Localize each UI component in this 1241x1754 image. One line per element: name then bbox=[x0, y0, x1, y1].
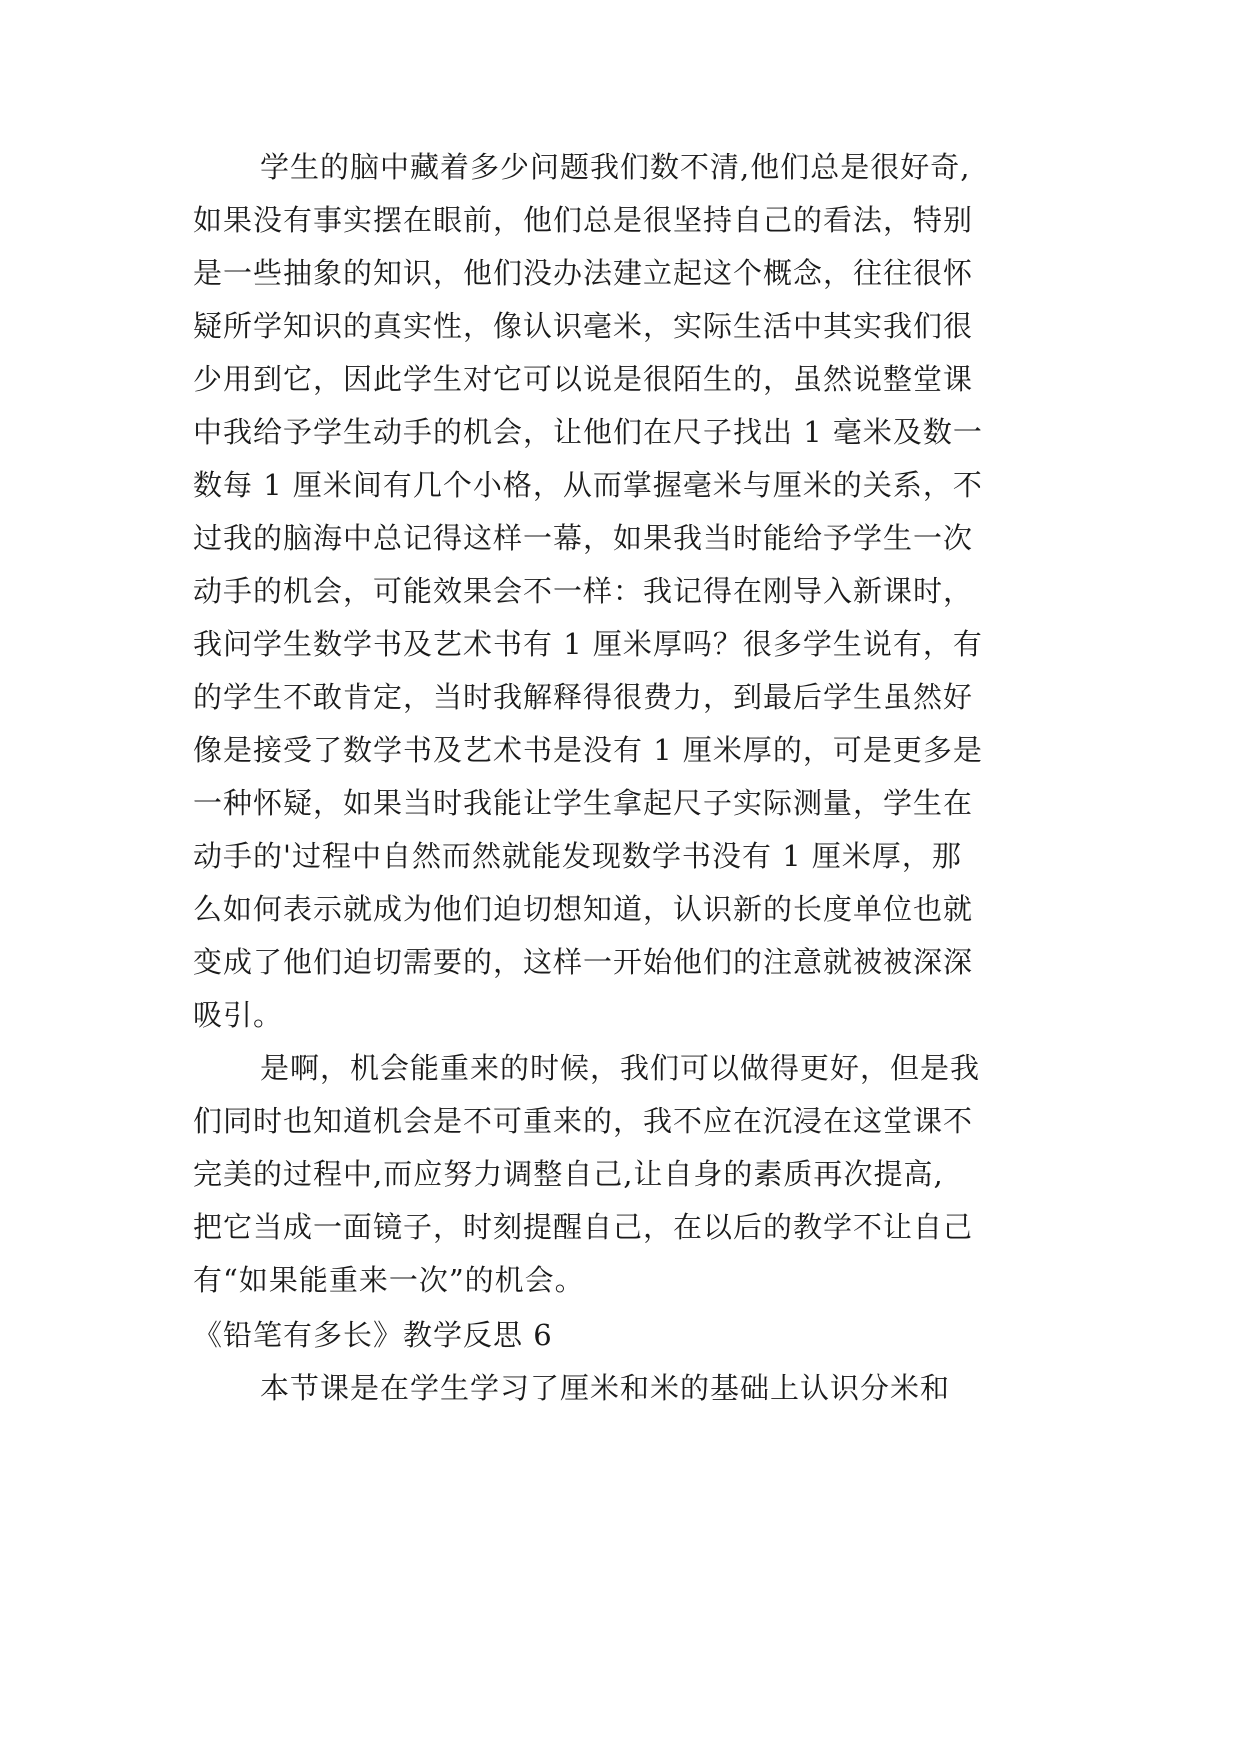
paragraph-1-line: 动手的'过程中自然而然就能发现数学书没有 1 厘米厚，那 bbox=[193, 839, 962, 873]
paragraph-2-line: 完美的过程中,而应努力调整自己,让自身的素质再次提高, bbox=[193, 1157, 944, 1191]
paragraph-1-line: 如果没有事实摆在眼前，他们总是很坚持自己的看法，特别 bbox=[193, 203, 974, 237]
paragraph-3-line: 本节课是在学生学习了厘米和米的基础上认识分米和 bbox=[260, 1371, 951, 1405]
paragraph-2-line: 把它当成一面镜子，时刻提醒自己，在以后的教学不让自己 bbox=[193, 1210, 974, 1244]
paragraph-1-line: 像是接受了数学书及艺术书是没有 1 厘米厚的，可是更多是 bbox=[193, 733, 983, 767]
paragraph-1-line: 是一些抽象的知识，他们没办法建立起这个概念，往往很怀 bbox=[193, 256, 974, 290]
paragraph-1-line: 的学生不敢肯定，当时我解释得很费力，到最后学生虽然好 bbox=[193, 680, 974, 714]
paragraph-1-line: 中我给予学生动手的机会，让他们在尺子找出 1 毫米及数一 bbox=[193, 415, 983, 449]
paragraph-1-line: 我问学生数学书及艺术书有 1 厘米厚吗？很多学生说有，有 bbox=[193, 627, 983, 661]
paragraph-2-line: 们同时也知道机会是不可重来的，我不应在沉浸在这堂课不 bbox=[193, 1104, 974, 1138]
paragraph-2-line: 是啊，机会能重来的时候，我们可以做得更好，但是我 bbox=[260, 1051, 981, 1085]
paragraph-1-line: 少用到它，因此学生对它可以说是很陌生的，虽然说整堂课 bbox=[193, 362, 974, 396]
paragraph-1-line: 疑所学知识的真实性，像认识毫米，实际生活中其实我们很 bbox=[193, 309, 974, 343]
paragraph-1-line: 么如何表示就成为他们迫切想知道，认识新的长度单位也就 bbox=[193, 892, 974, 926]
paragraph-1-line: 动手的机会，可能效果会不一样：我记得在刚导入新课时， bbox=[193, 574, 974, 608]
paragraph-1-line: 过我的脑海中总记得这样一幕，如果我当时能给予学生一次 bbox=[193, 521, 974, 555]
section-heading: 《铅笔有多长》教学反思 6 bbox=[193, 1318, 553, 1352]
paragraph-2-line: 有“如果能重来一次”的机会。 bbox=[193, 1263, 585, 1297]
paragraph-1-line: 一种怀疑，如果当时我能让学生拿起尺子实际测量，学生在 bbox=[193, 786, 974, 820]
paragraph-1-line: 吸引。 bbox=[193, 998, 284, 1032]
paragraph-1-line: 变成了他们迫切需要的，这样一开始他们的注意就被被深深 bbox=[193, 945, 974, 979]
paragraph-1-line: 学生的脑中藏着多少问题我们数不清,他们总是很好奇, bbox=[260, 150, 971, 184]
paragraph-1-line: 数每 1 厘米间有几个小格，从而掌握毫米与厘米的关系，不 bbox=[193, 468, 983, 502]
